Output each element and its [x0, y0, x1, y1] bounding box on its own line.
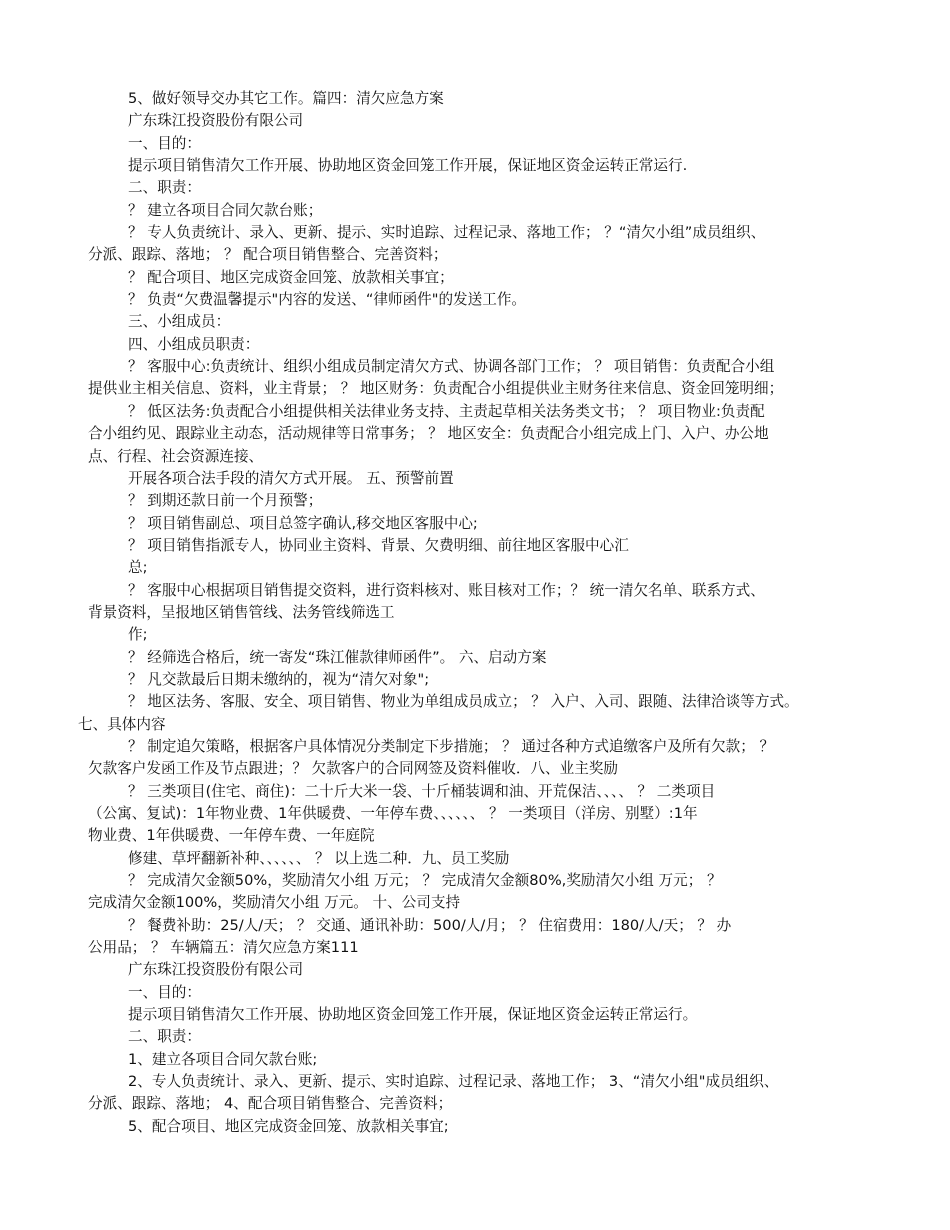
text-line: 二、职责： — [128, 179, 201, 197]
text-line: 提示项目销售清欠工作开展、协助地区资金回笼工作开展，保证地区资金运转正常运行. — [128, 157, 688, 175]
text-line: 广东珠江投资股份有限公司 — [128, 112, 304, 130]
text-line: 开展各项合法手段的清欠方式开展。 五、预警前置 — [128, 469, 454, 487]
text-line: ？ 餐费补助：25/人/天； ？ 交通、通讯补助：500/人/月； ？ 住宿费用：180/人/天； ？ 办 — [128, 916, 732, 934]
text-line: 1、建立各项目合同欠款台账; — [128, 1050, 318, 1068]
text-line: 物业费、1年供暖费、一年停车费、一年庭院 — [88, 827, 375, 845]
text-line: 三、小组成员： — [128, 313, 231, 331]
text-line: ？ 项目销售副总、项目总签字确认,移交地区客服中心; — [128, 514, 478, 532]
text-line: 提示项目销售清欠工作开展、协助地区资金回笼工作开展，保证地区资金运转正常运行。 — [128, 1006, 698, 1024]
text-line: ？ 专人负责统计、录入、更新、提示、实时追踪、过程记录、落地工作； ？“清欠小组”成员组织、 — [128, 224, 766, 242]
text-line: 四、小组成员职责： — [128, 335, 260, 353]
text-line: 总; — [128, 559, 148, 577]
text-line: 二、职责： — [128, 1028, 201, 1046]
text-line: 一、目的： — [128, 983, 201, 1001]
text-line: 5、配合项目、地区完成资金回笼、放款相关事宜; — [128, 1117, 449, 1135]
text-line: 2、专人负责统计、录入、更新、提示、实时追踪、过程记录、落地工作； 3、“清欠小组"成员组织、 — [128, 1073, 779, 1091]
text-line: ？ 低区法务:负责配合小组提供相关法律业务支持、主责起草相关法务类文书； ？ 项目物业:负责配 — [128, 402, 765, 420]
text-line: 修建、草坪翻新补种、、、、、、 ？ 以上选二种．九、员工奖励 — [128, 849, 510, 867]
text-line: ？ 负责“欠费温馨提示"内容的发送、“律师函件"的发送工作。 — [128, 291, 527, 309]
text-line: ？ 完成清欠金额50%，奖励清欠小组 万元； ？ 完成清欠金额80%,奖励清欠小组 万元； ？ — [128, 872, 722, 890]
text-line: ？ 三类项目(住宅、商住)：二十斤大米一袋、十斤桶装调和油、开荒保洁、、、、 ？ 二类项目 — [128, 782, 716, 800]
text-line: ？ 客服中心根据项目销售提交资料，进行资料核对、账目核对工作；？ 统一清欠名单、联系方式、 — [128, 581, 765, 599]
text-line: 点、行程、社会资源连接、 — [88, 447, 264, 465]
text-line: 一、目的： — [128, 134, 201, 152]
text-line: ？ 凡交款最后日期未缴纳的，视为“清欠对象"; — [128, 670, 430, 688]
text-line: 七、具体内容 — [78, 715, 166, 733]
text-line: 分派、跟踪、落地； 4、配合项目销售整合、完善资料； — [88, 1095, 453, 1113]
text-line: ？ 到期还款日前一个月预警； — [128, 492, 323, 510]
text-line: ？ 建立各项目合同欠款台账； — [128, 201, 323, 219]
text-line: 作; — [128, 626, 148, 644]
text-line: 分派、跟踪、落地； ？ 配合项目销售整合、完善资料； — [88, 246, 448, 264]
text-line: ？ 客服中心:负责统计、组织小组成员制定清欠方式、协调各部门工作； ？ 项目销售：负责配合小组 — [128, 358, 775, 376]
text-line: （公寓、复试)：1年物业费、1年供暖费、一年停车费、、、、、、 ？ 一类项目（洋房、别墅）:1年 — [88, 805, 698, 822]
text-line: 背景资料，呈报地区销售管线、法务管线筛选工 — [88, 603, 395, 621]
text-line: 5、做好领导交办其它工作。篇四：清欠应急方案 — [128, 90, 444, 107]
text-line: 合小组约见、跟踪业主动态，活动规律等日常事务； ？ 地区安全：负责配合小组完成上门、入户、办公地 — [88, 425, 769, 443]
text-line: 欠款客户发函工作及节点跟进；？ 欠款客户的合同网签及资料催收．八、业主奖励 — [88, 760, 619, 778]
text-line: 公用品； ？ 车辆篇五：清欠应急方案111 — [88, 939, 359, 957]
text-line: ？ 项目销售指派专人，协同业主资料、背景、欠费明细、前往地区客服中心汇 — [128, 536, 629, 554]
text-line: 提供业主相关信息、资料，业主背景； ？ 地区财务：负责配合小组提供业主财务往来信息、资金回笼明细； — [88, 380, 784, 398]
text-line: ？ 配合项目、地区完成资金回笼、放款相关事宜； — [128, 268, 454, 286]
text-line: ？ 地区法务、客服、安全、项目销售、物业为单组成员成立； ？ 入户、入司、跟随、法律洽谈等方式。 — [128, 693, 799, 711]
text-line: ？ 经筛选合格后，统一寄发“珠江催款律师函件”。 六、启动方案 — [128, 648, 547, 666]
text-line: ？ 制定追欠策略，根据客户具体情况分类制定下步措施； ？ 通过各种方式追缴客户及所有欠款； ？ — [128, 737, 775, 755]
text-line: 广东珠江投资股份有限公司 — [128, 961, 304, 979]
text-line: 完成清欠金额100%，奖励清欠小组 万元。 十、公司支持 — [88, 894, 461, 912]
